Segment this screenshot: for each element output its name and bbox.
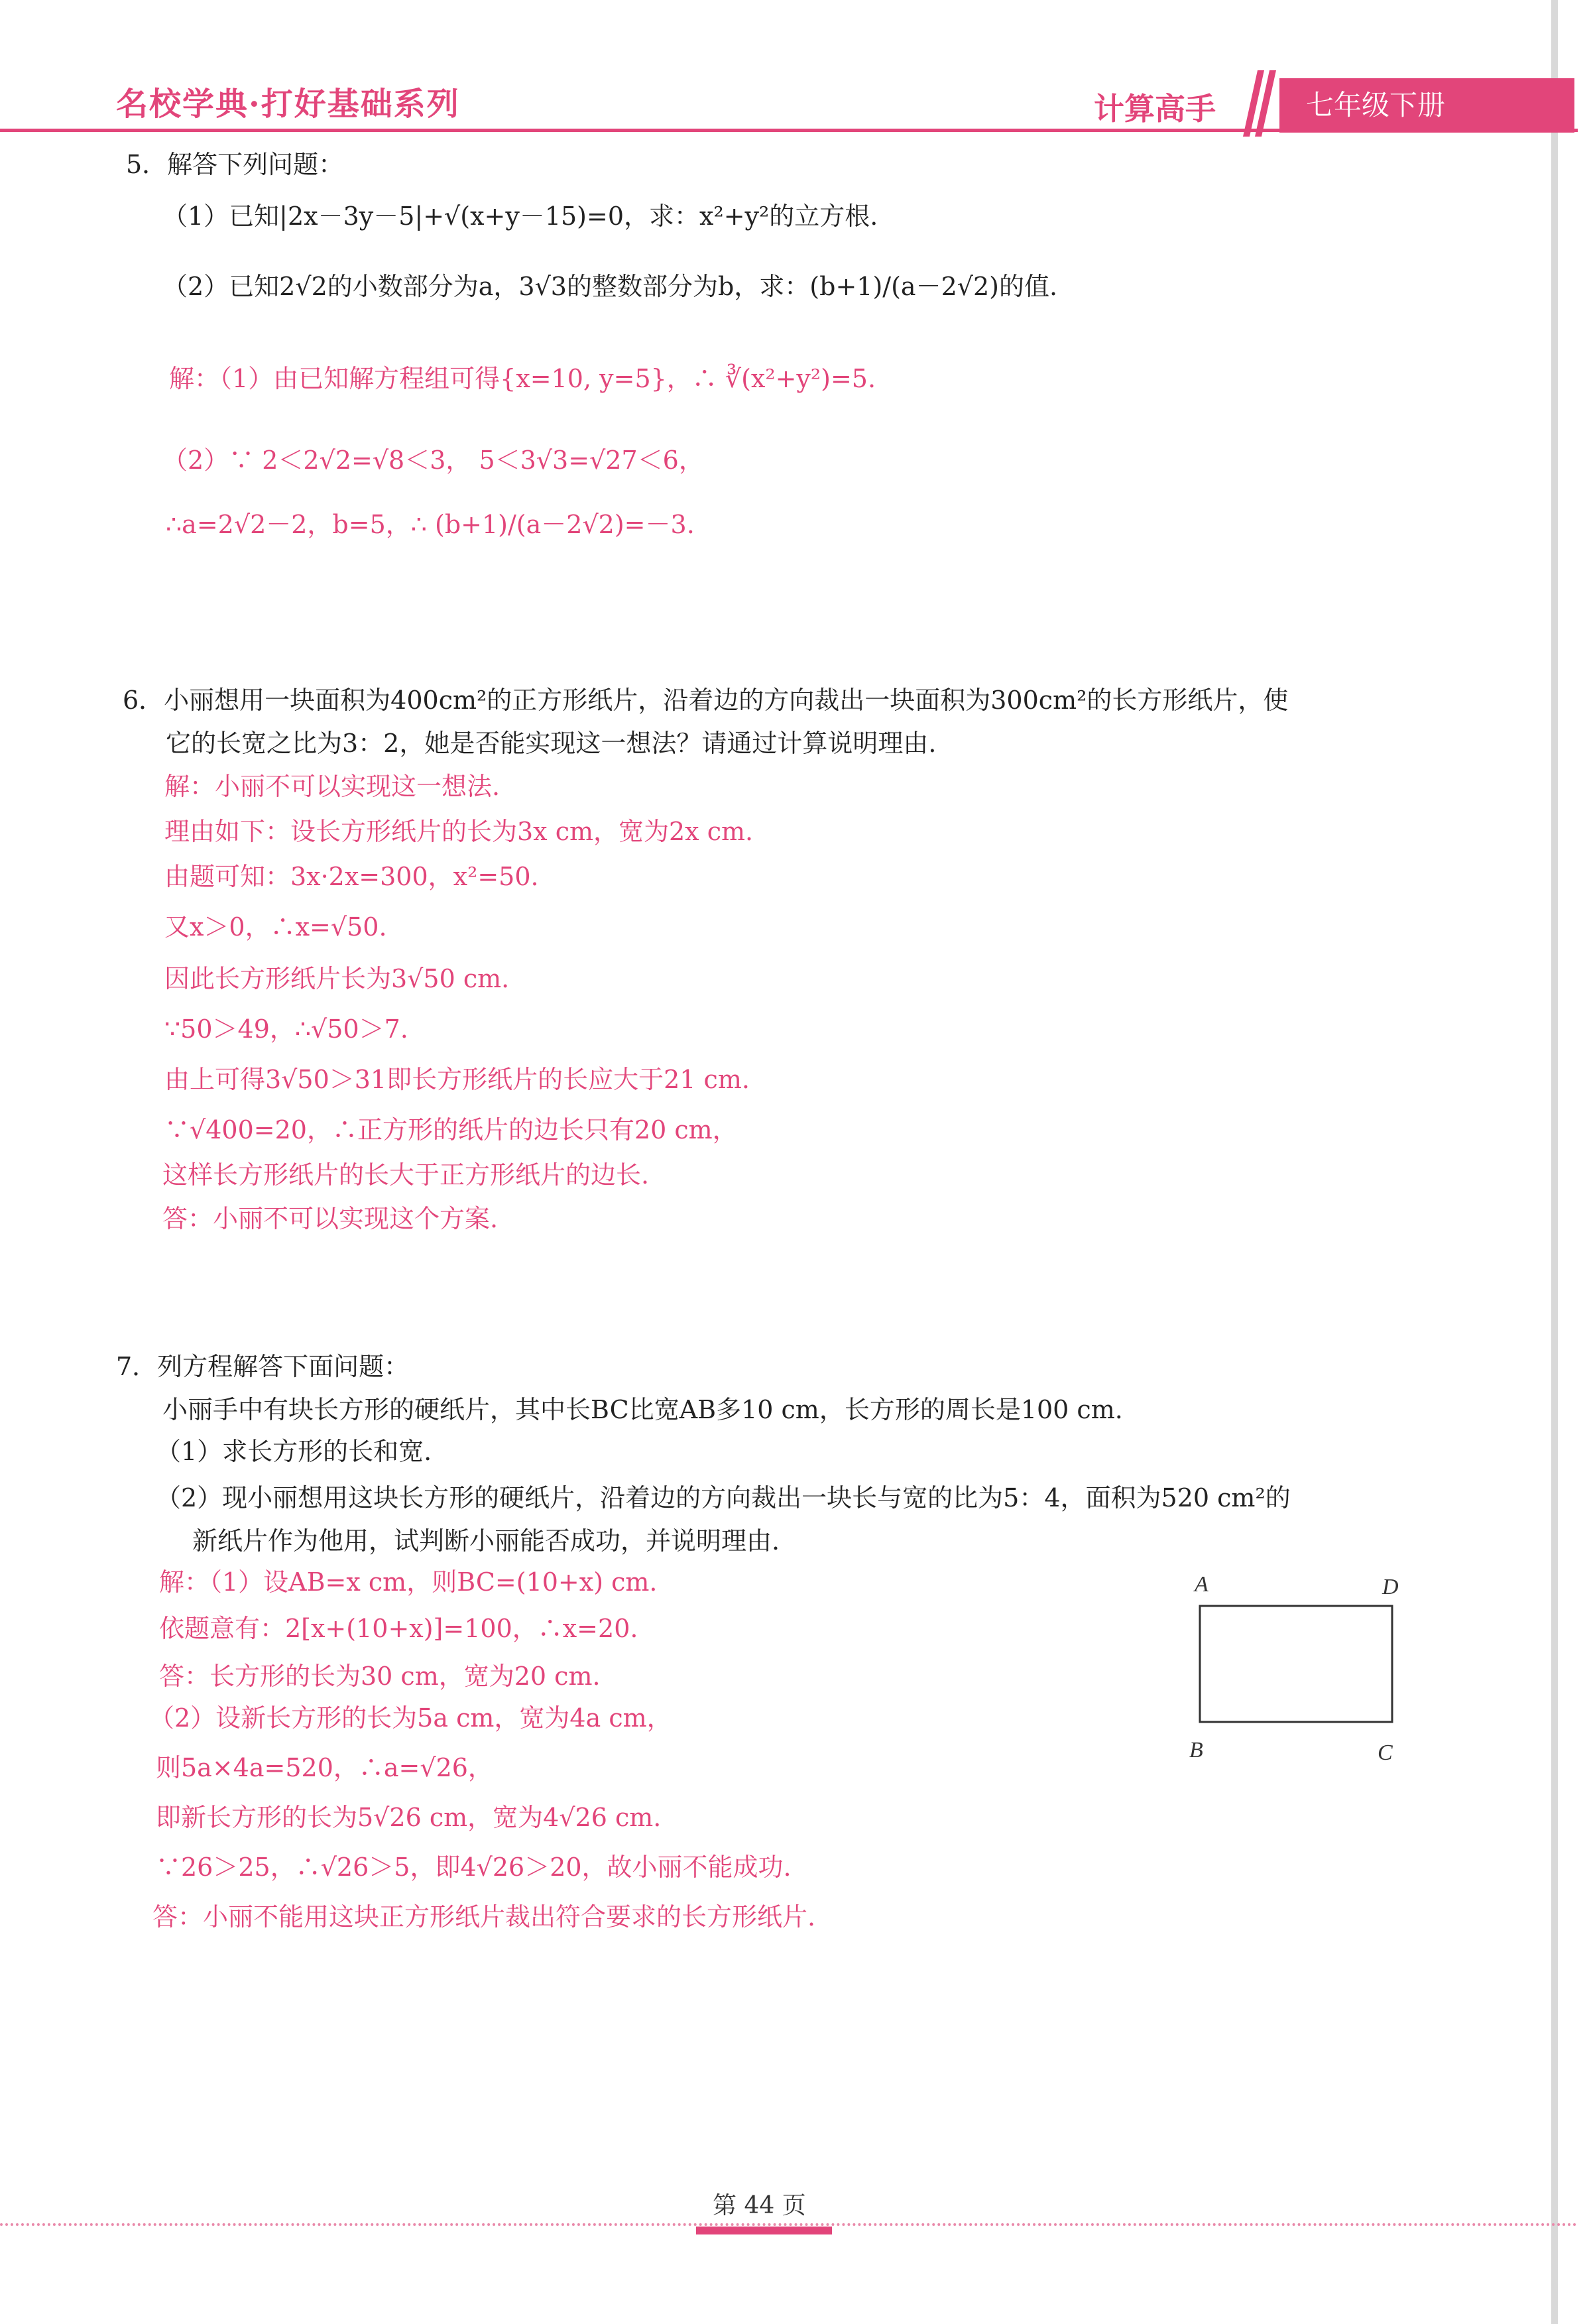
q7-answer: 则5a×4a=520，∴a=√26，	[156, 1753, 493, 1782]
q6-line1: 6．小丽想用一块面积为400cm²的正方形纸片，沿着边的方向裁出一块面积为300cm²的长方形纸片，使	[123, 686, 1289, 715]
vertex-c-label: C	[1378, 1741, 1393, 1765]
q7-line2: （1）求长方形的长和宽.	[156, 1437, 432, 1466]
q5-answer-1: 解：（1）由已知解方程组可得{x=10, y=5}，∴ ∛(x²+y²)=5.	[169, 364, 876, 393]
rectangle-abcd	[1200, 1606, 1392, 1722]
page-edge-shadow	[1551, 0, 1558, 2324]
q7-answer: 即新长方形的长为5√26 cm，宽为4√26 cm.	[156, 1803, 662, 1832]
q6-answer: 解：小丽不可以实现这一想法.	[164, 772, 501, 801]
q6-answer: 由上可得3√50＞31即长方形纸片的长应大于21 cm.	[164, 1065, 750, 1094]
footer-dotted-rule	[0, 2223, 1578, 2226]
q6-answer: 答：小丽不可以实现这个方案.	[162, 1204, 499, 1233]
footer-accent-bar	[696, 2227, 832, 2234]
q6-answer: 理由如下：设长方形纸片的长为3x cm，宽为2x cm.	[164, 817, 754, 846]
q6-answer: ∵√400=20，∴正方形的纸片的边长只有20 cm，	[164, 1115, 738, 1144]
q6-answer: 由题可知：3x·2x=300，x²=50.	[164, 862, 539, 891]
book-title: 计算高手	[1094, 91, 1216, 127]
q6-answer: ∵50＞49，∴√50＞7.	[164, 1014, 408, 1044]
q6-answer: 因此长方形纸片长为3√50 cm.	[164, 964, 510, 993]
series-title: 名校学典·打好基础系列	[116, 86, 460, 123]
q5-answer-3: ∴a=2√2－2，b=5，∴ (b+1)/(a－2√2)=－3.	[166, 510, 695, 539]
q7-answer: ∵26＞25，∴√26＞5，即4√26＞20，故小丽不能成功.	[156, 1853, 792, 1882]
q5-answer-2: （2）∵ 2＜2√2=√8＜3， 5＜3√3=√27＜6，	[162, 446, 704, 475]
q7-answer: （2）设新长方形的长为5a cm，宽为4a cm，	[149, 1703, 672, 1733]
vertex-b-label: B	[1189, 1738, 1203, 1762]
q7-answer: 解：（1）设AB=x cm，则BC=(10+x) cm.	[159, 1567, 658, 1597]
q7-line1: 小丽手中有块长方形的硬纸片，其中长BC比宽AB多10 cm，长方形的周长是100 cm.	[162, 1395, 1123, 1424]
q7-answer: 依题意有：2[x+(10+x)]=100，∴x=20.	[159, 1614, 638, 1643]
q5-part1: （1）已知|2x－3y－5|+√(x+y－15)=0，求：x²+y²的立方根.	[162, 202, 878, 231]
q7-line3: （2）现小丽想用这块长方形的硬纸片，沿着边的方向裁出一块长与宽的比为5：4，面积为520 cm²的	[156, 1483, 1291, 1512]
q6-line2: 它的长宽之比为3：2，她是否能实现这一想法？请通过计算说明理由.	[166, 729, 937, 758]
q7-line4: 新纸片作为他用，试判断小丽能否成功，并说明理由.	[192, 1526, 780, 1556]
q6-answer: 又x＞0，∴x=√50.	[164, 912, 387, 942]
q7-answer: 答：小丽不能用这块正方形纸片裁出符合要求的长方形纸片.	[152, 1902, 816, 1931]
q7-title: 7．列方程解答下面问题：	[116, 1352, 410, 1381]
grade-tag: 七年级下册	[1279, 78, 1574, 133]
q7-answer: 答：长方形的长为30 cm，宽为20 cm.	[159, 1662, 601, 1691]
q6-answer: 这样长方形纸片的长大于正方形纸片的边长.	[162, 1160, 650, 1190]
vertex-d-label: D	[1382, 1575, 1399, 1599]
q5-title: 5．解答下列问题：	[126, 150, 344, 179]
q5-part2: （2）已知2√2的小数部分为a，3√3的整数部分为b，求：(b+1)/(a－2√2)的值.	[162, 272, 1058, 301]
vertex-a-label: A	[1195, 1572, 1208, 1597]
rectangle-figure	[1180, 1565, 1419, 1777]
page-number: 第 44 页	[713, 2192, 806, 2219]
header-slash-decoration	[1243, 70, 1276, 137]
header-rule	[0, 129, 1578, 132]
